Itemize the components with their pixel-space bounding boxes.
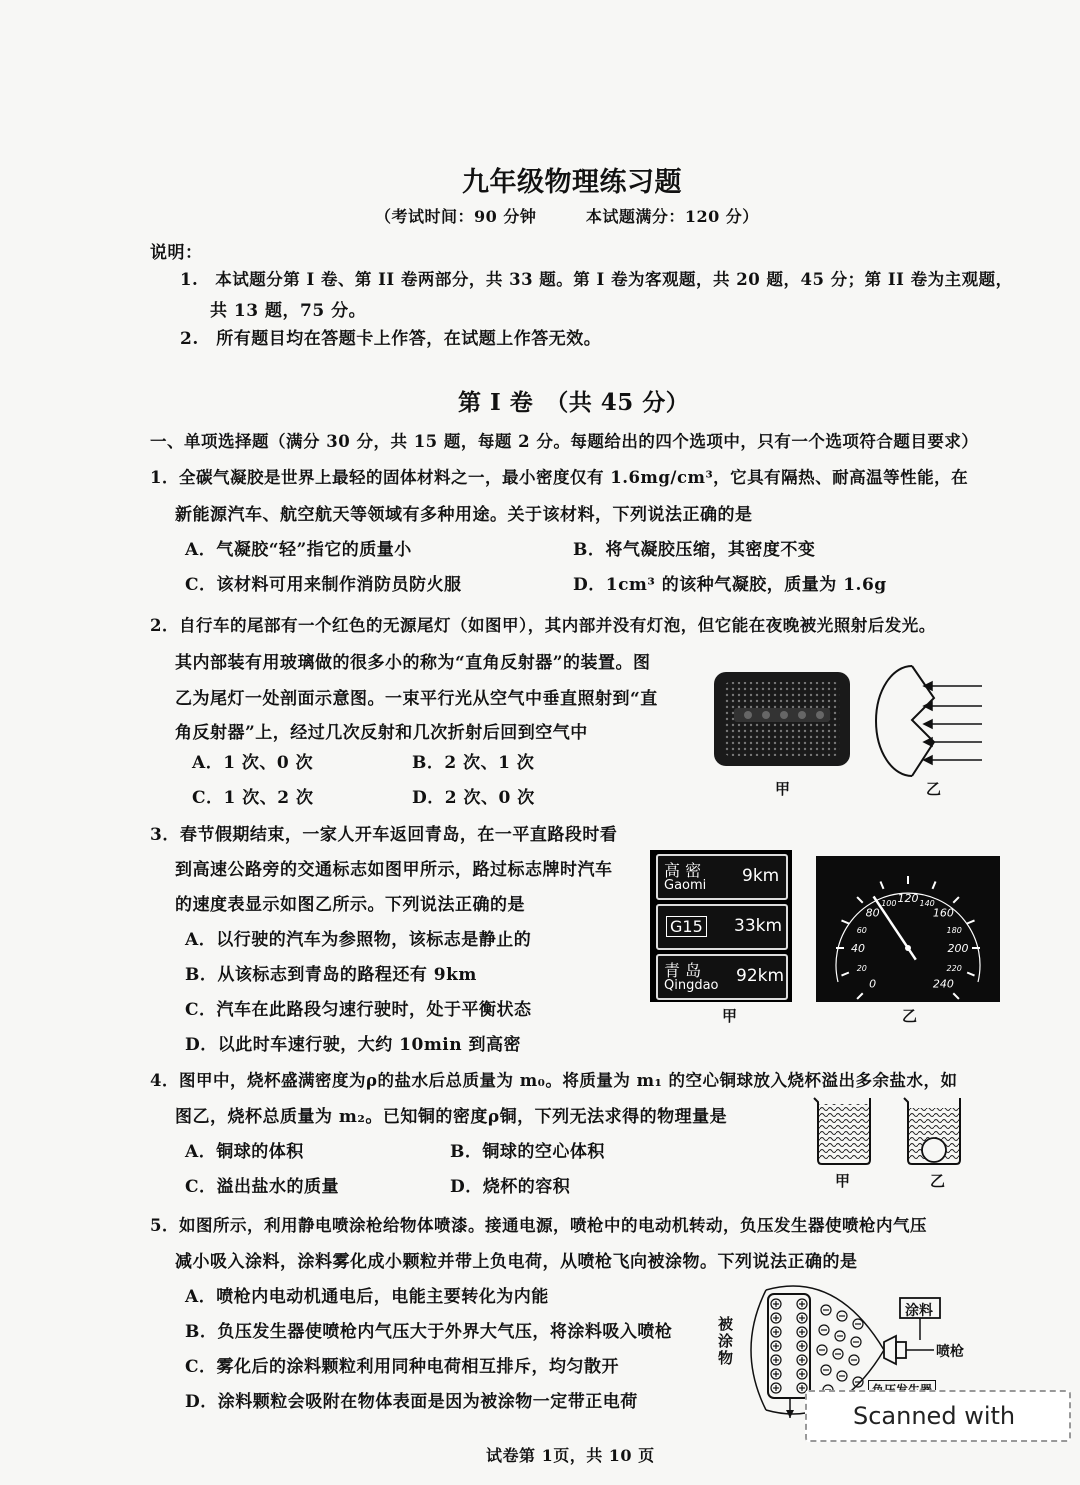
q5-option-b: B．负压发生器使喷枪内气压大于外界大气压，将涂料吸入喷枪 [185, 1322, 673, 1342]
exam-subtitle: （考试时间：90 分钟 本试题满分：120 分） [375, 207, 759, 226]
q5-option-d: D．涂料颗粒会吸附在物体表面是因为被涂物一定带正电荷 [185, 1392, 638, 1412]
speedometer-tick-label: 40 [851, 942, 865, 955]
q1-option-b: B．将气凝胶压缩，其密度不变 [573, 540, 816, 560]
instruction-item-1: 1. 本试题分第 I 卷、第 II 卷两部分，共 33 题。第 I 卷为客观题，共 20 题，45 分；第 II 卷为主观题， [180, 270, 1013, 289]
q3-option-d: D．以此时车速行驶，大约 10min 到高密 [185, 1035, 522, 1055]
speedometer-tick [953, 897, 959, 903]
q1-option-a: A．气凝胶“轻”指它的质量小 [185, 540, 412, 560]
q2-option-a: A．1 次、0 次 [192, 753, 314, 773]
sign-gaomi-en: Gaomi [664, 878, 707, 893]
sign-gaomi-dist: 9km [742, 866, 780, 886]
speedometer-tick-label: 120 [897, 892, 919, 905]
q5-option-a: A．喷枪内电动机通电后，电能主要转化为内能 [185, 1287, 549, 1307]
q4-stem: 4．图甲中，烧杯盛满密度为ρ的盐水后总质量为 m₀。将质量为 m₁ 的空心铜球放入烧杯溢出多余盐水，如 [150, 1071, 958, 1090]
fig-caption-yi: 乙 [926, 780, 942, 798]
q4-stem-cont: 图乙，烧杯总质量为 m₂。已知铜的密度ρ铜，下列无法求得的物理量是 [175, 1107, 728, 1127]
page-footer: 试卷第 1页，共 10 页 [486, 1446, 655, 1465]
q1-stem-cont: 新能源汽车、航空航天等领域有多种用途。关于该材料，下列说法正确的是 [175, 505, 753, 525]
sign-qingdao-dist: 92km [736, 966, 785, 986]
speedometer-tick-label: 100 [881, 898, 897, 908]
speedometer-tick-label: 220 [946, 964, 962, 974]
speedometer-tick [857, 993, 863, 999]
q4-option-a: A．铜球的体积 [185, 1142, 304, 1162]
q2-stem-cont-2: 乙为尾灯一处剖面示意图。一束平行光从空气中垂直照射到“直 [175, 689, 658, 709]
reflector-cross-section [872, 662, 984, 780]
q3-stem-cont-2: 的速度表显示如图乙所示。下列说法正确的是 [175, 895, 525, 915]
instruction-item-1-cont: 共 13 题，75 分。 [210, 301, 367, 321]
speedometer-tick-label: 140 [919, 898, 935, 908]
speedometer-tick-label: 20 [856, 964, 867, 974]
fig-caption-sign: 甲 [722, 1007, 738, 1025]
page-title: 九年级物理练习题 [462, 167, 682, 198]
q1-option-d: D．1cm³ 的该种气凝胶，质量为 1.6g [573, 575, 887, 595]
fig-label-gun: 喷枪 [936, 1344, 964, 1360]
fig-label-target: 被涂物 [718, 1315, 734, 1367]
q5-stem-cont: 减小吸入涂料，涂料雾化成小颗粒并带上负电荷，从喷枪飞向被涂物。下列说法正确的是 [175, 1252, 858, 1272]
fig-caption-speedo: 乙 [902, 1007, 918, 1025]
fig-label-paint: 涂料 [905, 1303, 933, 1319]
q2-option-b: B．2 次、1 次 [412, 753, 535, 773]
watermark-text: Scanned with [853, 1402, 1016, 1430]
q3-stem: 3．春节假期结束，一家人开车返回青岛，在一平直路段时看 [150, 825, 618, 845]
q5-option-c: C．雾化后的涂料颗粒利用同种电荷相互排斥，均匀散开 [185, 1357, 620, 1377]
scanner-watermark [805, 1390, 1071, 1442]
q2-stem-cont-1: 其内部装有用玻璃做的很多小的称为“直角反射器”的装置。图 [175, 653, 651, 673]
speedometer-tick [953, 993, 959, 999]
speedometer-tick-label: 60 [856, 925, 867, 935]
q1-stem: 1．全碳气凝胶是世界上最轻的固体材料之一，最小密度仅有 1.6mg/cm³，它具有隔热、耐高温等性能，在 [150, 468, 969, 487]
q2-option-d: D．2 次、0 次 [412, 788, 535, 808]
q4-option-b: B．铜球的空心体积 [450, 1142, 605, 1162]
fig-caption-beaker-jia: 甲 [835, 1172, 851, 1190]
q3-stem-cont-1: 到高速公路旁的交通标志如图甲所示，路过标志牌时汽车 [175, 860, 613, 880]
speedometer-tick-label: 80 [865, 906, 880, 920]
instruction-item-2: 2. 所有题目均在答题卡上作答，在试题上作答无效。 [180, 329, 602, 349]
speedometer-tick [880, 881, 883, 888]
q5-stem: 5．如图所示，利用静电喷涂枪给物体喷漆。接通电源，喷枪中的电动机转动，负压发生器使喷枪内气压 [150, 1216, 927, 1235]
fig-caption-jia: 甲 [775, 780, 791, 798]
speedometer-tick-label: 160 [932, 906, 954, 920]
sign-row-qingdao [656, 954, 788, 1000]
speedometer-tick [857, 897, 863, 903]
sign-row-gaomi [656, 854, 788, 900]
q2-stem: 2．自行车的尾部有一个红色的无源尾灯（如图甲），其内部并没有灯泡，但它能在夜晚被光照射后发光。 [150, 616, 936, 635]
speedometer-tick [967, 972, 974, 975]
beaker-jia [812, 1094, 876, 1166]
fig-caption-beaker-yi: 乙 [930, 1172, 946, 1190]
section-title: 一、单项选择题（满分 30 分，共 15 题，每题 2 分。每题给出的四个选项中，只有一个选项符合题目要求） [150, 432, 979, 451]
q4-option-d: D．烧杯的容积 [450, 1177, 571, 1197]
sign-row-g15 [656, 904, 788, 950]
q1-option-c: C．该材料可用来制作消防员防火服 [185, 575, 462, 595]
speedometer-tick [932, 881, 935, 888]
speedometer-tick-label: 200 [947, 942, 969, 955]
speedometer-tick [967, 920, 974, 923]
sign-g15-dist: 33km [734, 916, 783, 936]
speedometer-tick-label: 180 [946, 925, 962, 935]
sign-qingdao-en: Qingdao [664, 978, 719, 993]
beaker-yi [902, 1094, 966, 1166]
q2-option-c: C．1 次、2 次 [192, 788, 314, 808]
q3-option-c: C．汽车在此路段匀速行驶时，处于平衡状态 [185, 1000, 532, 1020]
tail-light-figure [712, 668, 852, 770]
q2-stem-cont-3: 角反射器”上，经过几次反射和几次折射后回到空气中 [175, 723, 588, 743]
part-heading: 第 I 卷 （共 45 分） [458, 389, 690, 416]
speedometer-figure [816, 856, 1000, 1002]
q3-option-a: A．以行驶的汽车为参照物，该标志是静止的 [185, 930, 532, 950]
q3-option-b: B．从该标志到青岛的路程还有 9km [185, 965, 477, 985]
sign-gaomi-cn: 高 密 [664, 861, 702, 880]
instructions-label: 说明： [150, 243, 203, 263]
q4-option-c: C．溢出盐水的质量 [185, 1177, 340, 1197]
speedometer-tick [841, 920, 848, 923]
speedometer-tick-label: 240 [932, 977, 954, 991]
speedometer-tick [841, 972, 848, 975]
road-sign-figure [650, 850, 792, 1002]
speedometer-tick-label: 0 [869, 977, 877, 991]
sign-g15-code: G15 [666, 916, 707, 937]
sign-qingdao-cn: 青 岛 [664, 961, 702, 980]
